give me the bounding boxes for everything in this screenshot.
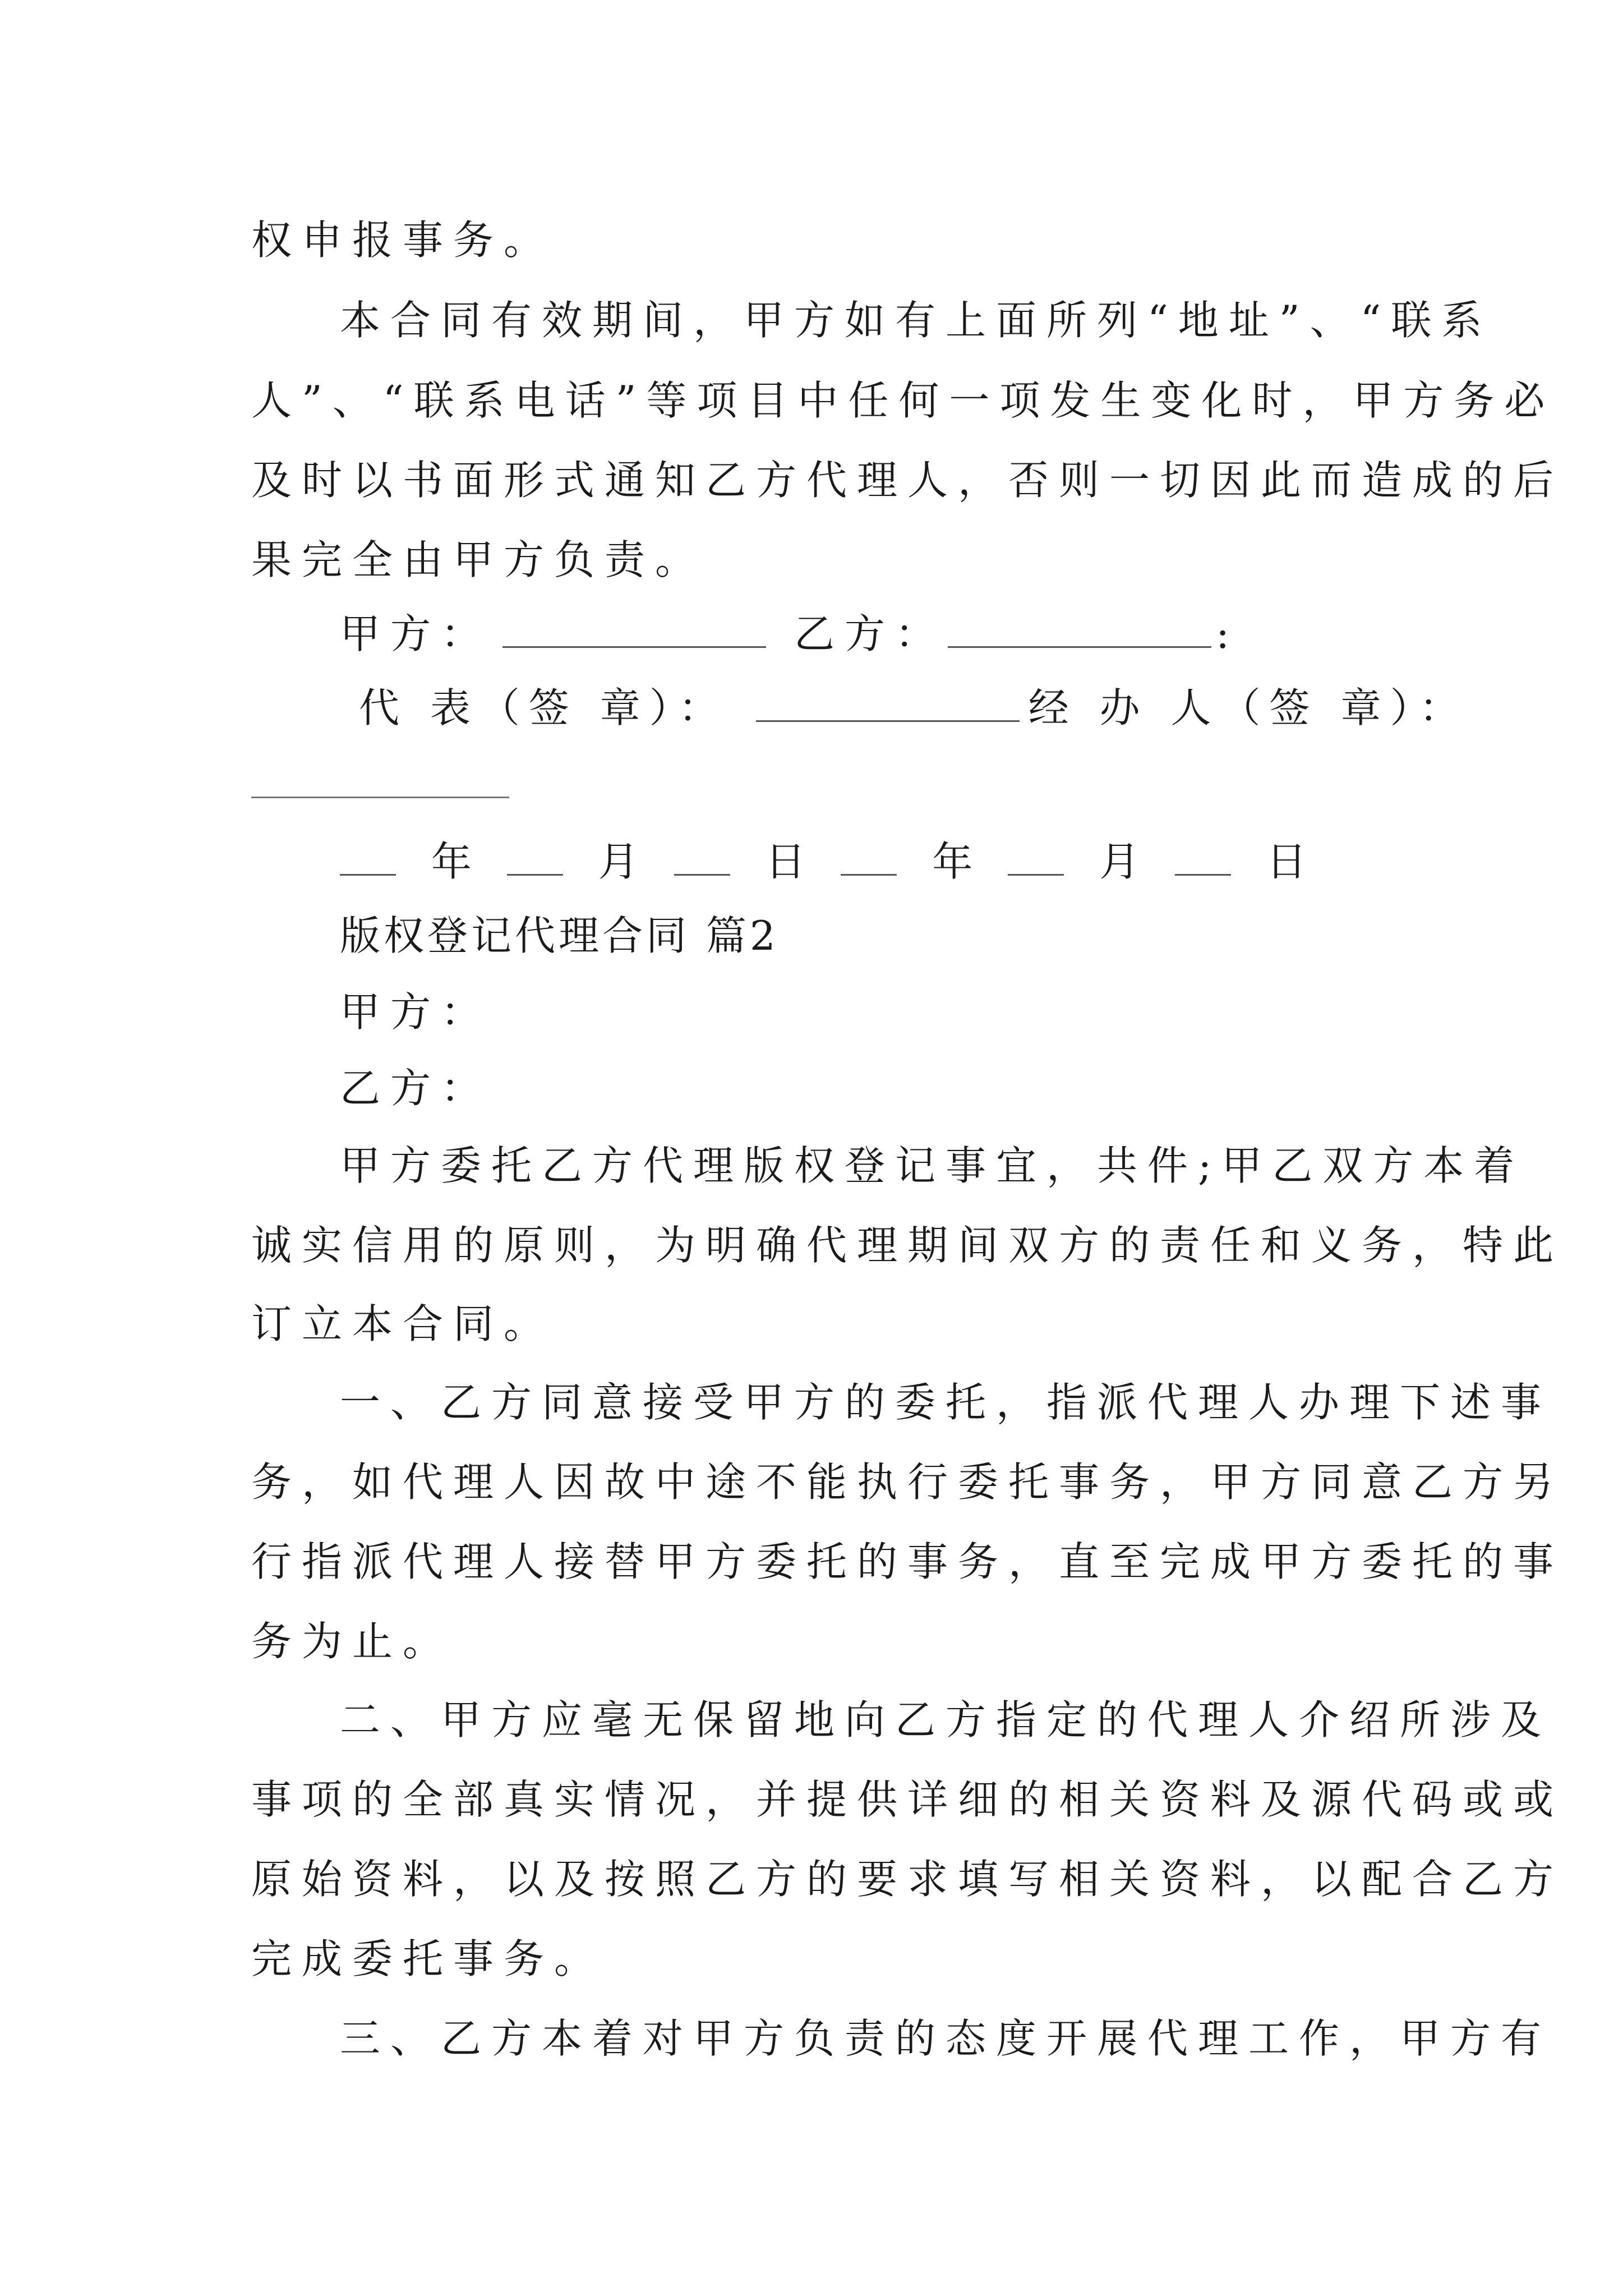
colon-tail: : (1216, 610, 1230, 657)
party-a-blank (502, 611, 766, 648)
text-line: 甲方委托乙方代理版权登记事宜，共件;甲乙双方本着 (340, 1142, 1525, 1189)
text-line: 二、甲方应毫无保留地向乙方指定的代理人介绍所涉及 (340, 1696, 1552, 1743)
day-blank (674, 839, 730, 876)
party-a-line: 甲方： (340, 988, 492, 1036)
text-line: 人”、“联系电话”等项目中任何一项发生变化时，甲方务必 (251, 377, 1555, 424)
text-line: 一、乙方同意接受甲方的委托，指派代理人办理下述事 (340, 1379, 1552, 1426)
text-line: 务，如代理人因故中途不能执行委托事务，甲方同意乙方另 (251, 1458, 1564, 1506)
text-line: 行指派代理人接替甲方委托的事务，直至完成甲方委托的事 (251, 1538, 1564, 1585)
month-blank (507, 839, 563, 876)
agent-signature-blank (251, 797, 509, 798)
month-label: 月 (598, 838, 639, 885)
date-row (340, 838, 1329, 885)
day-label: 日 (765, 838, 806, 885)
text-line: 三、乙方本着对甲方负责的态度开展代理工作，甲方有 (340, 2015, 1552, 2062)
representative-label: 代 表（签 章）： (359, 684, 728, 731)
party-b-label: 乙方： (794, 610, 946, 657)
month-blank (1008, 839, 1064, 876)
year-label: 年 (431, 838, 472, 885)
party-a-label: 甲方： (340, 610, 492, 657)
text-line: 本合同有效期间，甲方如有上面所列“地址”、“联系 (340, 297, 1492, 344)
year-blank (841, 839, 897, 876)
text-line: 订立本合同。 (251, 1300, 555, 1347)
agent-label: 经 办 人（签 章）： (1028, 684, 1469, 731)
section-title: 版权登记代理合同 篇2 (340, 912, 779, 959)
day-label: 日 (1266, 838, 1307, 885)
text-line: 原始资料，以及按照乙方的要求填写相关资料，以配合乙方 (251, 1856, 1564, 1903)
year-label: 年 (932, 838, 973, 885)
year-blank (340, 839, 396, 876)
text-line: 务为止。 (251, 1618, 454, 1665)
text-line: 权申报事务。 (251, 217, 555, 264)
text-line: 及时以书面形式通知乙方代理人，否则一切因此而造成的后 (251, 457, 1564, 504)
text-line: 完成委托事务。 (251, 1935, 605, 1982)
month-label: 月 (1099, 838, 1140, 885)
representative-blank (756, 685, 1020, 722)
party-b-blank (948, 611, 1211, 648)
signature-row-representatives (359, 684, 1469, 731)
text-line: 果完全由甲方负责。 (251, 536, 706, 583)
party-b-line: 乙方： (340, 1065, 492, 1112)
day-blank (1175, 839, 1231, 876)
text-line: 诚实信用的原则，为明确代理期间双方的责任和义务，特此 (251, 1222, 1564, 1269)
text-line: 事项的全部真实情况，并提供详细的相关资料及源代码或或 (251, 1776, 1564, 1823)
signature-row-parties (340, 610, 1230, 657)
